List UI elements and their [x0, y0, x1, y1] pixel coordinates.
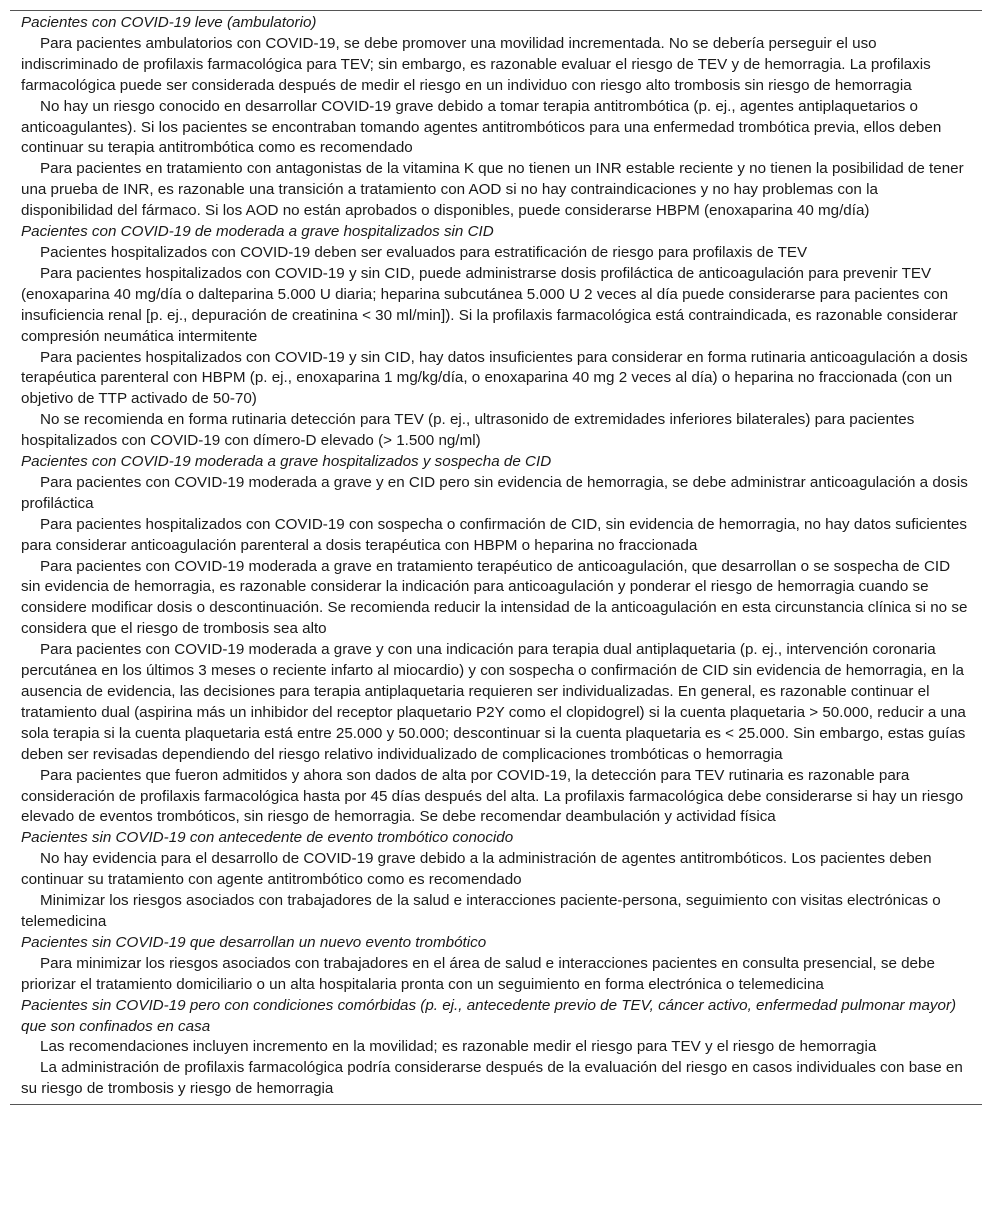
- recommendation-paragraph: La administración de profilaxis farmacológica podría considerarse después de la evaluación del riesgo en casos individuales con base en su riesgo de trombosis y riesgo de hemorragia: [21, 1059, 963, 1098]
- recommendation-paragraph: Para pacientes ambulatorios con COVID-19, se debe promover una movilidad incrementada. No se debería perseguir el uso indiscriminado de profilaxis farmacológica para TEV; sin embargo, es razonable evaluar el riesgo de TEV y de hemorragia. La profilaxis farmacológica puede ser considerada después de medir el riesgo en un individuo con riesgo alto trombosis sin riesgo de hemorragia: [21, 34, 931, 94]
- section-heading: Pacientes sin COVID-19 pero con condiciones comórbidas (p. ej., antecedente previo de TEV, cáncer activo, enfermedad pulmonar mayor) que son confinados en casa: [21, 996, 957, 1035]
- recommendation-paragraph: Para pacientes con COVID-19 moderada a grave en tratamiento terapéutico de anticoagulación, que desarrollan o se sospecha de CID sin evidencia de hemorragia, es razonable considerar la indicación para anticoagulación y ponderar el riesgo de hemorragia cuando se considere modificar dosis o descontinuación. Se recomienda reducir la intensidad de la anticoagulación en esta circunstancia clínica si no se considera que el riesgo de trombosis sea alto: [21, 557, 968, 638]
- recommendation-paragraph: Para pacientes hospitalizados con COVID-19 y sin CID, hay datos insuficientes para considerar en forma rutinaria anticoagulación a dosis terapéutica parenteral con HBPM (p. ej., enoxaparina 1 mg/kg/día, o enoxaparina 40 mg 2 veces al día) o heparina no fraccionada (con un objetivo de TTP activado de 50-70): [21, 348, 968, 408]
- recommendation-paragraph: No hay evidencia para el desarrollo de COVID-19 grave debido a la administración de agentes antitrombóticos. Los pacientes deben continuar su tratamiento con agente antitrombótico como es recomendado: [21, 850, 932, 889]
- recommendation-paragraph: Minimizar los riesgos asociados con trabajadores de la salud e interacciones paciente-persona, seguimiento con visitas electrónicas o telemedicina: [21, 892, 941, 930]
- section-heading: Pacientes sin COVID-19 con antecedente de evento trombótico conocido: [21, 829, 514, 847]
- section-heading: Pacientes con COVID-19 de moderada a grave hospitalizados sin CID: [21, 223, 494, 241]
- recommendation-paragraph: Para pacientes hospitalizados con COVID-19 y sin CID, puede administrarse dosis profiláctica de anticoagulación para prevenir TEV (enoxaparina 40 mg/día o dalteparina 5.000 U diaria; heparina subcutánea 5.000 U 2 veces al día puede considerarse para pacientes con insuficiencia renal [p. ej., depuración de creatinina < 30 ml/min]). Si la profilaxis farmacológica está contraindicada, es razonable considerar compresión neumática intermitente: [21, 264, 958, 345]
- recommendation-paragraph: Las recomendaciones incluyen incremento en la movilidad; es razonable medir el riesgo para TEV y el riesgo de hemorragia: [40, 1038, 877, 1056]
- table-body: [10, 11, 982, 1104]
- recommendation-paragraph: No hay un riesgo conocido en desarrollar COVID-19 grave debido a tomar terapia antitrombótica (p. ej., agentes antiplaquetarios o anticoagulantes). Si los pacientes se encontraban tomando agentes antitrombóticos para una enfermedad trombótica previa, ellos deben continuar su terapia antitrombótica como es recomendado: [21, 97, 942, 157]
- recommendation-paragraph: Pacientes hospitalizados con COVID-19 deben ser evaluados para estratificación de riesgo para profilaxis de TEV: [40, 243, 808, 261]
- recommendation-paragraph: Para pacientes hospitalizados con COVID-19 con sospecha o confirmación de CID, sin evidencia de hemorragia, no hay datos suficientes para considerar anticoagulación parenteral a dosis terapéutica con HBPM o heparina no fraccionada: [21, 515, 967, 554]
- section-heading: Pacientes sin COVID-19 que desarrollan un nuevo evento trombótico: [21, 933, 487, 951]
- recommendation-paragraph: Para pacientes en tratamiento con antagonistas de la vitamina K que no tienen un INR estable reciente y no tienen la posibilidad de tener una prueba de INR, es razonable una transición a tratamiento con AOD si no hay contraindicaciones y no hay problemas con la disponibilidad del fármaco. Si los AOD no están aprobados o disponibles, puede considerarse HBPM (enoxaparina 40 mg/día): [21, 160, 964, 220]
- recommendation-paragraph: Para pacientes con COVID-19 moderada a grave y en CID pero sin evidencia de hemorragia, se debe administrar anticoagulación a dosis profiláctica: [21, 473, 968, 512]
- recommendation-paragraph: Para minimizar los riesgos asociados con trabajadores en el área de salud e interacciones pacientes en consulta presencial, se debe priorizar el tratamiento domiciliario o un alta hospitalaria pronta con un seguimiento en forma electrónica o telemedicina: [21, 954, 935, 993]
- recommendation-paragraph: No se recomienda en forma rutinaria detección para TEV (p. ej., ultrasonido de extremidades inferiores bilaterales) para pacientes hospitalizados con COVID-19 con dímero-D elevado (> 1.500 ng/ml): [21, 411, 915, 450]
- recommendation-paragraph: Para pacientes con COVID-19 moderada a grave y con una indicación para terapia dual antiplaquetaria (p. ej., intervención coronaria percutánea en los últimos 3 meses o reciente infarto al miocardio) y con sospecha o confirmación de CID sin evidencia de hemorragia, en la ausencia de evidencia, las decisiones para terapia antiplaquetaria requieren ser individualizadas. En general, es razonable continuar el tratamiento dual (aspirina más un inhibidor del receptor plaquetario P2Y como el clopidogrel) si la cuenta plaquetaria > 50.000, reducir a una sola terapia si la cuenta plaquetaria está entre 25.000 y 50.000; descontinuar si la cuenta plaquetaria es < 25.000. Sin embargo, estas guías deben ser revisadas dependiendo del riesgo relativo individualizado de complicaciones trombóticas o hemorragia: [21, 641, 966, 763]
- recommendations-table: [10, 10, 982, 1105]
- section-heading: Pacientes con COVID-19 leve (ambulatorio): [21, 14, 317, 31]
- recommendation-paragraph: Para pacientes que fueron admitidos y ahora son dados de alta por COVID-19, la detección para TEV rutinaria es razonable para consideración de profilaxis farmacológica hasta por 45 días después del alta. La profilaxis farmacológica debe considerarse si hay un riesgo elevado de eventos trombóticos, sin riesgo de hemorragia. Se debe recomendar deambulación y actividad física: [21, 766, 964, 826]
- section-heading: Pacientes con COVID-19 moderada a grave hospitalizados y sospecha de CID: [21, 453, 552, 471]
